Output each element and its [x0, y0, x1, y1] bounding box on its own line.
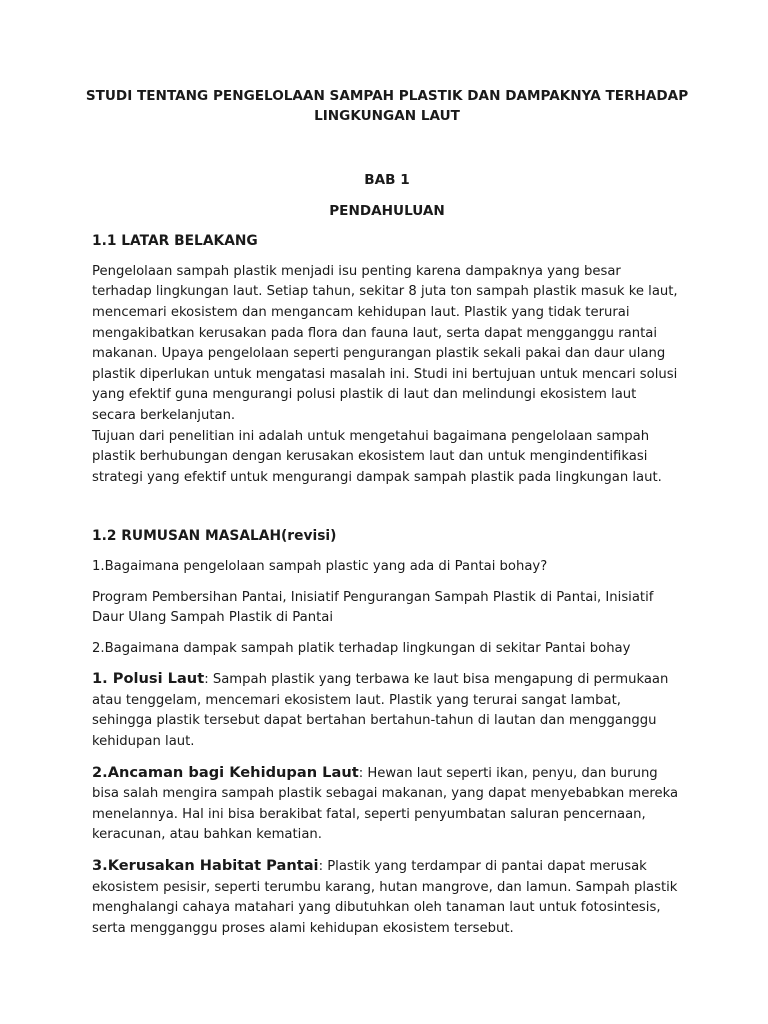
- question-2: 2.Bagaimana dampak sampah platik terhadap lingkungan di sekitar Pantai bohay: [92, 640, 631, 656]
- section-heading-latar-belakang: 1.1 LATAR BELAKANG: [92, 233, 258, 250]
- tujuan-paragraph: Tujuan dari penelitian ini adalah untuk mengetahui bagaimana pengelolaan sampah plastik berhubungan dengan kerusakan ekosistem laut dan untuk mengindentifikasi strategi yang efektif untuk mengurangi dampak sampah plastik pada lingkungan laut.: [92, 428, 662, 485]
- document-body: [85, 86, 689, 939]
- point-text: : Plastik yang terdampar di pantai dapat merusak ekosistem pesisir, seperti terumbu karang, hutan mangrove, dan lamun. Sampah plastik menghalangi cahaya matahari yang dibutuhkan oleh tanaman laut untuk fotosintesis, serta mengganggu proses alami kehidupan ekosistem tersebut.: [92, 859, 678, 936]
- point-heading: 2.Ancaman bagi Kehidupan Laut: [92, 763, 359, 781]
- latar-belakang-paragraph: Pengelolaan sampah plastik menjadi isu penting karena dampaknya yang besar terhadap lingkungan laut. Setiap tahun, sekitar 8 juta ton sampah plastik masuk ke laut, mencemari ekosistem dan mengancam kehidupan laut. Plastik yang tidak terurai mengakibatkan kerusakan pada flora dan fauna laut, serta dapat mengganggu rantai makanan. Upaya pengelolaan seperti pengurangan plastik sekali pakai dan daur ulang plastik diperlukan untuk mengatasi masalah ini. Studi ini bertujuan untuk mencari solusi yang efektif guna mengurangi polusi plastik di laut dan melindungi ekosistem laut secara berkelanjutan.: [92, 263, 678, 423]
- answer-1: Program Pembersihan Pantai, Inisiatif Pengurangan Sampah Plastik di Pantai, Inisiatif Daur Ulang Sampah Plastik di Pantai: [92, 589, 654, 626]
- section-heading-rumusan-masalah: 1.2 RUMUSAN MASALAH(revisi): [92, 528, 337, 545]
- question-1: 1.Bagaimana pengelolaan sampah plastic yang ada di Pantai bohay?: [92, 558, 548, 574]
- point-polusi-laut: [92, 669, 682, 752]
- document-title: STUDI TENTANG PENGELOLAAN SAMPAH PLASTIK DAN DAMPAKNYA TERHADAP LINGKUNGAN LAUT: [85, 88, 689, 124]
- point-ancaman-kehidupan-laut: [92, 763, 682, 846]
- point-kerusakan-habitat-pantai: [92, 856, 682, 939]
- point-text: : Sampah plastik yang terbawa ke laut bisa mengapung di permukaan atau tenggelam, mencemari ekosistem laut. Plastik yang terurai sangat lambat, sehingga plastik tersebut dapat bertahan bertahun-tahun di lautan dan mengganggu kehidupan laut.: [92, 672, 669, 750]
- point-heading: 1. Polusi Laut: [92, 670, 205, 688]
- point-heading: 3.Kerusakan Habitat Pantai: [92, 857, 319, 875]
- point-text: : Hewan laut seperti ikan, penyu, dan burung bisa salah mengira sampah plastik sebagai makanan, yang dapat menyebabkan mereka menelannya. Hal ini bisa berakibat fatal, seperti penyumbatan saluran pencernaan, keracunan, atau bahkan kematian.: [92, 765, 679, 843]
- chapter-title: PENDAHULUAN: [329, 202, 445, 219]
- chapter-number: BAB 1: [364, 172, 410, 188]
